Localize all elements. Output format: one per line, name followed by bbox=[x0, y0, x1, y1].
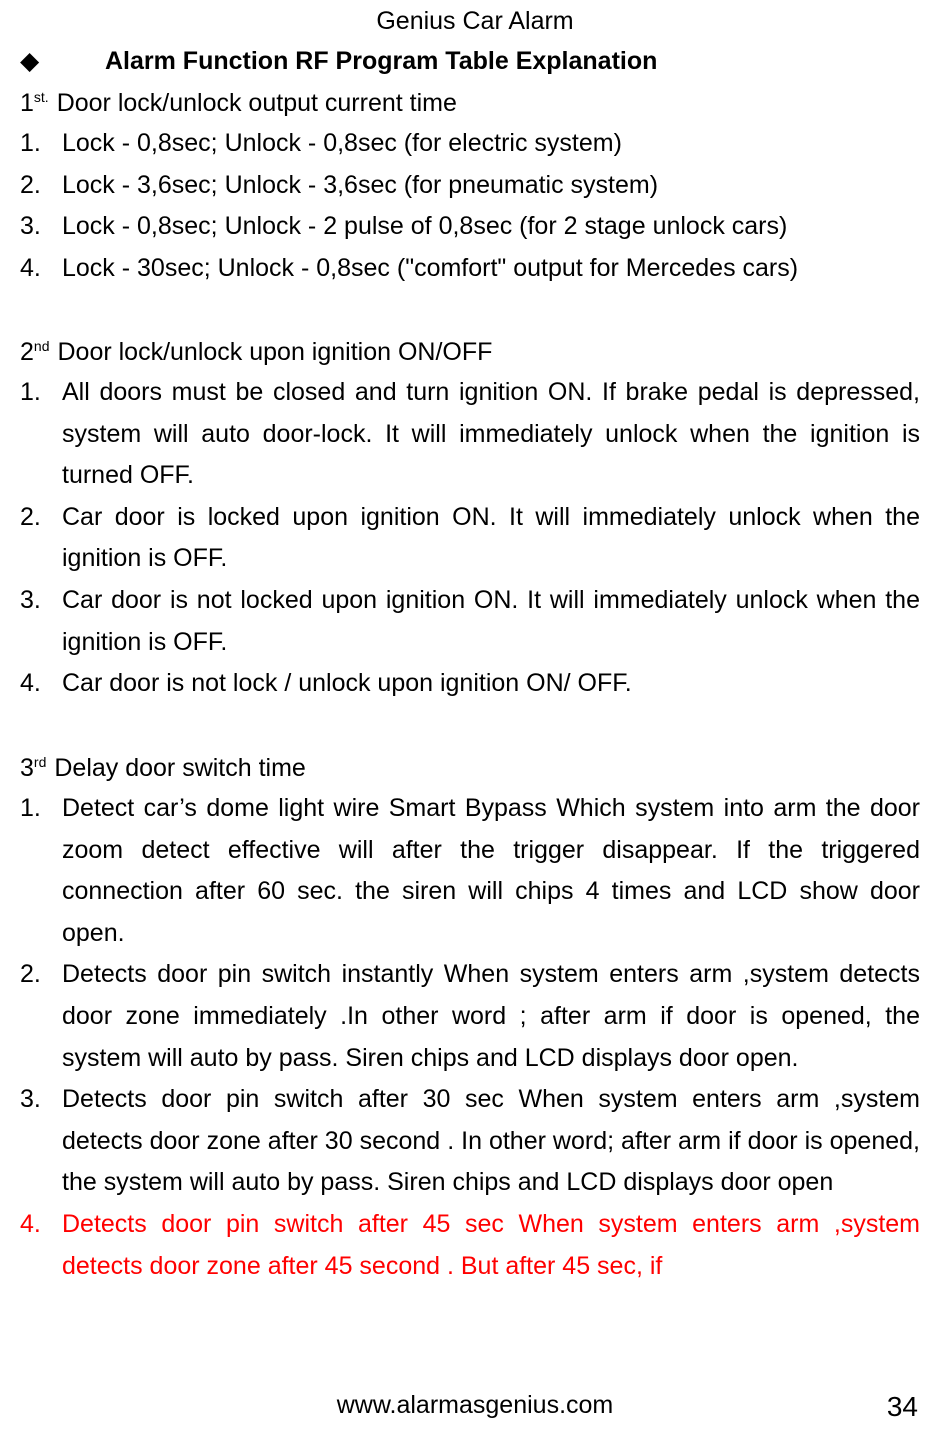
list-item bbox=[20, 497, 920, 580]
section-3-heading bbox=[20, 753, 920, 783]
item-text: Detect car’s dome light wire Smart Bypass Which system into arm the door zoom detect effective will after the trigger disappear. If the triggered connection after 60 sec. the siren will chips 4 times and LCD show door open. bbox=[62, 794, 920, 947]
list-item bbox=[20, 663, 920, 705]
item-text: Car door is not lock / unlock upon ignition ON/ OFF. bbox=[62, 669, 632, 698]
section-ordinal-suffix: rd bbox=[33, 754, 47, 770]
item-text: Lock - 3,6sec; Unlock - 3,6sec (for pneumatic system) bbox=[62, 170, 659, 199]
item-number: 2. bbox=[20, 502, 41, 531]
list-item bbox=[20, 123, 920, 165]
section-2-heading bbox=[20, 337, 920, 367]
item-number: 4. bbox=[20, 669, 41, 698]
item-text: Detects door pin switch instantly When system enters arm ,system detects door zone immediately .In other word ; after arm if door is opened, the system will auto by pass. Siren chips and LCD displays door open. bbox=[62, 960, 920, 1072]
list-item bbox=[20, 580, 920, 663]
section-ordinal-suffix: st. bbox=[33, 89, 49, 105]
list-item bbox=[20, 954, 920, 1079]
section-2-list bbox=[20, 372, 920, 705]
section-number: 1 bbox=[20, 89, 34, 117]
item-number: 3. bbox=[20, 212, 41, 241]
section-1-heading bbox=[20, 88, 920, 118]
section-title: Door lock/unlock upon ignition ON/OFF bbox=[57, 338, 493, 366]
footer-url: www.alarmasgenius.com bbox=[336, 1391, 614, 1419]
item-number: 4. bbox=[20, 1209, 41, 1238]
item-text: Lock - 30sec; Unlock - 0,8sec ("comfort" output for Mercedes cars) bbox=[62, 253, 799, 282]
item-number: 2. bbox=[20, 960, 41, 989]
section-1-list bbox=[20, 123, 920, 289]
section-3-list bbox=[20, 788, 920, 1287]
item-number: 3. bbox=[20, 585, 41, 614]
item-number: 1. bbox=[20, 378, 41, 406]
page-title bbox=[20, 46, 657, 76]
page-title-text: Alarm Function RF Program Table Explanation bbox=[105, 47, 658, 75]
list-item bbox=[20, 372, 920, 497]
section-ordinal-suffix: nd bbox=[33, 338, 50, 354]
item-number: 1. bbox=[20, 794, 41, 822]
diamond-bullet-icon: ◆ bbox=[20, 47, 40, 75]
item-text: Car door is not locked upon ignition ON. It will immediately unlock when the ignition is OFF. bbox=[62, 585, 920, 656]
item-number: 2. bbox=[20, 170, 41, 199]
item-text: Car door is locked upon ignition ON. It will immediately unlock when the ignition is OFF. bbox=[62, 502, 920, 573]
section-number: 3 bbox=[20, 754, 34, 782]
page-header: Genius Car Alarm bbox=[376, 7, 574, 35]
list-item bbox=[20, 248, 920, 290]
list-item bbox=[20, 165, 920, 207]
section-number: 2 bbox=[20, 338, 34, 366]
section-title: Door lock/unlock output current time bbox=[56, 89, 457, 117]
list-item bbox=[20, 206, 920, 248]
item-text: Detects door pin switch after 45 sec When system enters arm ,system detects door zone after 45 second . But after 45 sec, if bbox=[62, 1209, 920, 1280]
item-number: 3. bbox=[20, 1085, 41, 1114]
list-item bbox=[20, 788, 920, 954]
item-number: 1. bbox=[20, 129, 41, 157]
item-text: Lock - 0,8sec; Unlock - 0,8sec (for electric system) bbox=[62, 129, 622, 157]
item-text: Lock - 0,8sec; Unlock - 2 pulse of 0,8sec (for 2 stage unlock cars) bbox=[62, 212, 788, 241]
item-text: Detects door pin switch after 30 sec When system enters arm ,system detects door zone after 30 second . In other word; after arm if door is opened, the system will auto by pass. Siren chips and LCD displays door open bbox=[62, 1085, 920, 1197]
item-number: 4. bbox=[20, 253, 41, 282]
item-text: All doors must be closed and turn ignition ON. If brake pedal is depressed, system will auto door-lock. It will immediately unlock when the ignition is turned OFF. bbox=[62, 378, 920, 490]
list-item bbox=[20, 1079, 920, 1204]
section-title: Delay door switch time bbox=[54, 754, 306, 782]
page-number: 34 bbox=[886, 1391, 918, 1422]
list-item-highlighted bbox=[20, 1204, 920, 1287]
